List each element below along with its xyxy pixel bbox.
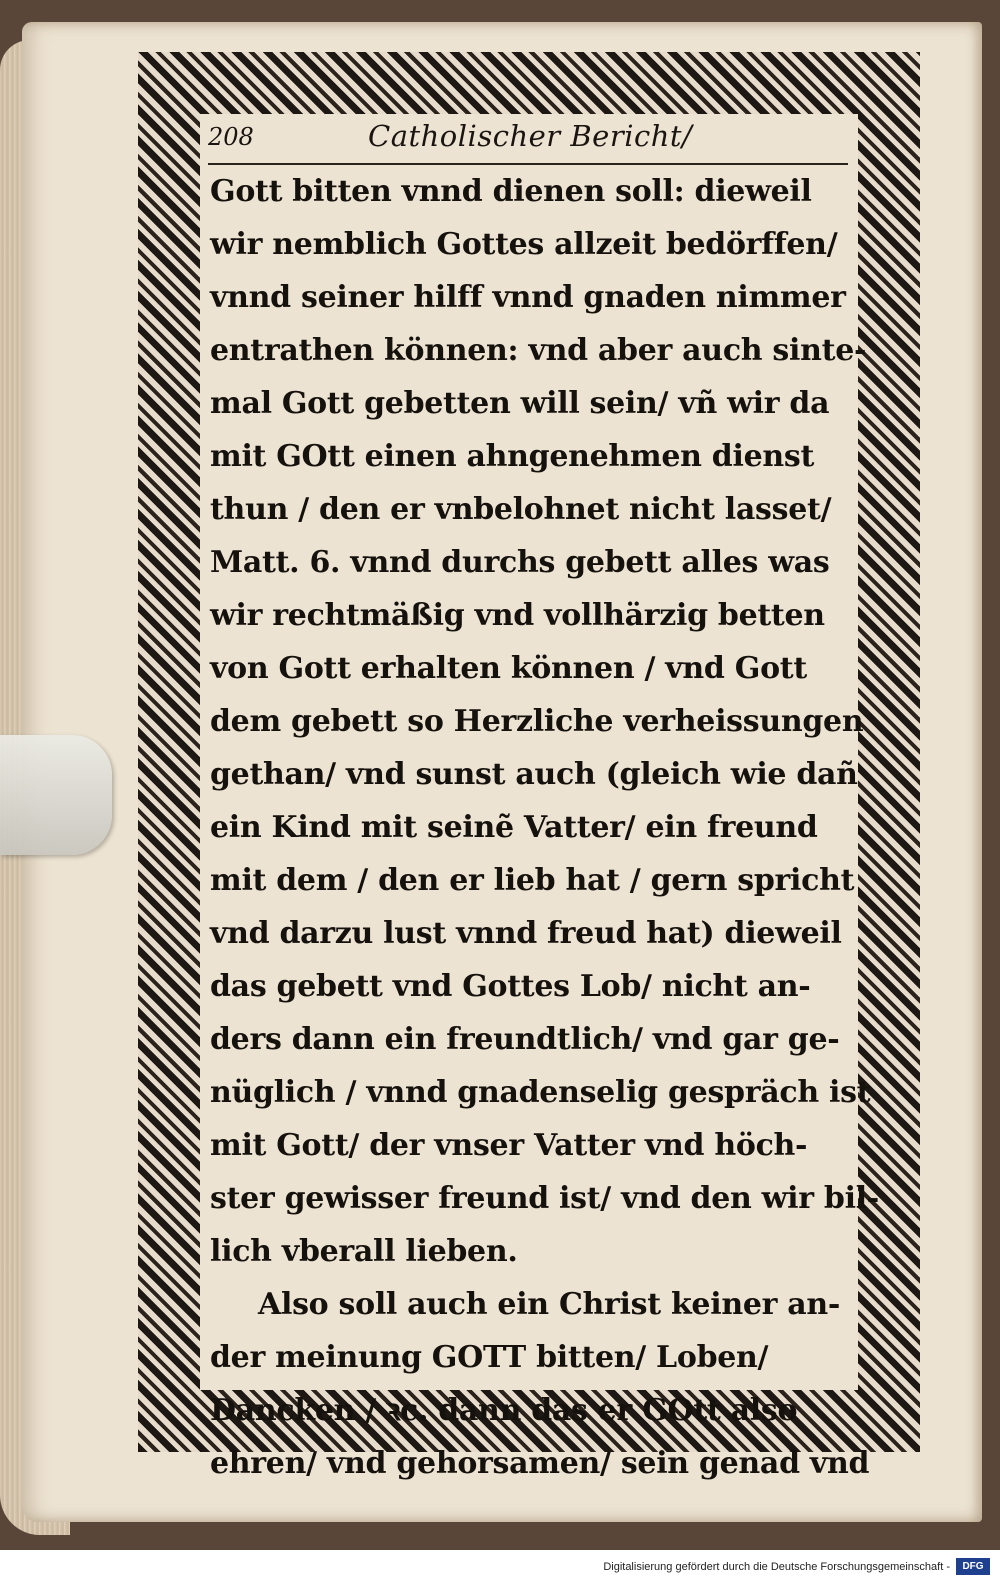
text-line: der meinung GOTT bitten/ Loben/ [210,1340,769,1375]
text-line: vnnd seiner hilff vnnd gnaden nimmer [210,280,846,315]
text-line: ders dann ein freundtlich/ vnd gar ge- [210,1022,840,1057]
text-line: lich vberall lieben. [210,1234,518,1269]
digitization-footer [0,1551,1000,1589]
text-line: ster gewisser freund ist/ vnd den wir bil- [210,1181,879,1216]
text-line: mal Gott gebetten will sein/ vñ wir da [210,386,830,421]
dfg-logo: DFG [956,1558,990,1575]
funding-credit: Digitalisierung gefördert durch die Deutsche Forschungsgemeinschaft - [603,1561,950,1573]
text-line: ein Kind mit seinẽ Vatter/ ein freund [210,810,818,845]
text-line: wir nemblich Gottes allzeit bedörffen/ [210,227,838,262]
page-header [208,115,848,165]
text-line: mit GOtt einen ahngenehmen dienst [210,439,815,474]
text-line: Gott bitten vnnd dienen soll: dieweil [210,174,812,209]
text-line: dem gebett so Herzliche verheissungen [210,704,864,739]
text-line: das gebett vnd Gottes Lob/ nicht an- [210,969,811,1004]
text-body [210,165,879,1490]
page-number: 208 [208,123,254,151]
text-line: Dancken / ꝛc. dann das er GOtt also [210,1393,798,1428]
text-line: Matt. 6. vnnd durchs gebett alles was [210,545,830,580]
bookmark-clip [0,735,112,855]
text-line: ehren/ vnd gehorsamen/ sein genad vnd [210,1446,870,1481]
text-line: mit Gott/ der vnser Vatter vnd höch- [210,1128,808,1163]
text-line: mit dem / den er lieb hat / gern spricht [210,863,855,898]
text-line: gethan/ vnd sunst auch (gleich wie dañ [210,757,858,792]
text-line: vnd darzu lust vnnd freud hat) dieweil [210,916,842,951]
text-line: wir rechtmäßig vnd vollhärzig betten [210,598,825,633]
text-line: nüglich / vnnd gnadenselig gespräch ist [210,1075,871,1110]
text-line: thun / den er vnbelohnet nicht lasset/ [210,492,832,527]
text-line: von Gott erhalten können / vnd Gott [210,651,807,686]
text-line: entrathen können: vnd aber auch sinte- [210,333,867,368]
text-line: Also soll auch ein Christ keiner an- [258,1287,841,1322]
running-head: Catholischer Bericht/ [368,119,693,153]
